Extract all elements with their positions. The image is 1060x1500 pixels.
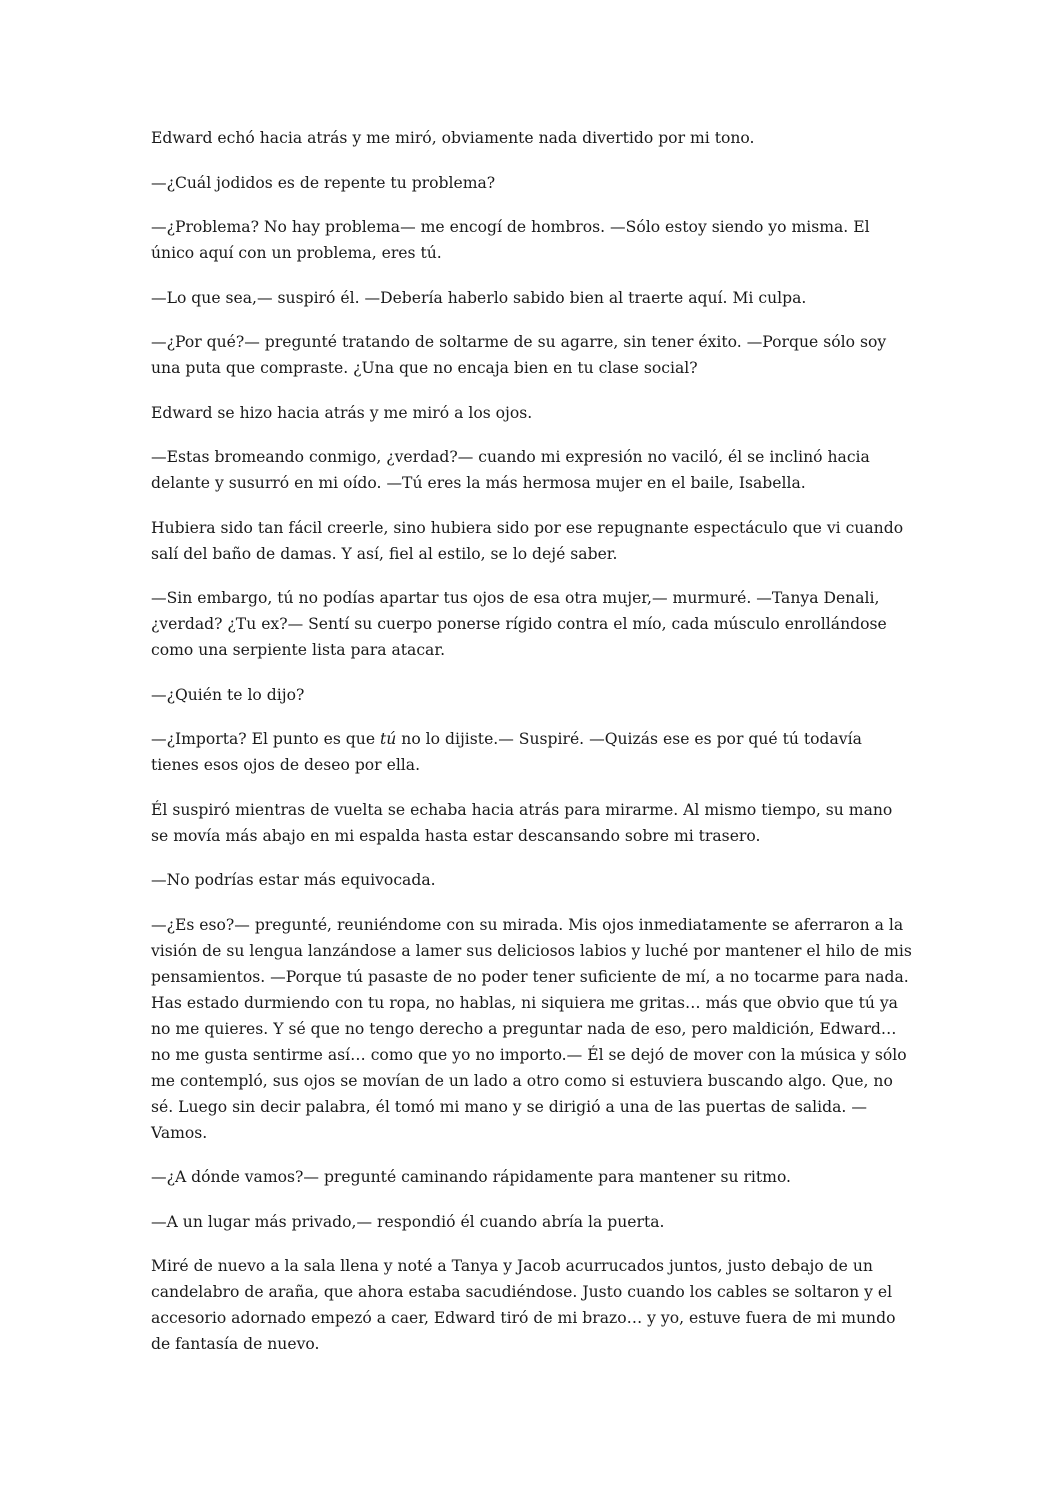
paragraph: —¿A dónde vamos?— pregunté caminando rápidamente para mantener su ritmo. bbox=[151, 1168, 792, 1186]
paragraph: —A un lugar más privado,— respondió él cuando abría la puerta. bbox=[151, 1212, 665, 1231]
paragraph: —¿Es eso?— pregunté, reuniéndome con su mirada. Mis ojos inmediatamente se aferraron a la visión de su lengua lanzándose a lamer sus deliciosos labios y luché por mantener el hilo de mis pensamientos. —Porque tú pasaste de no poder tener suficiente de mí, a no tocarme para nada. Has estado durmiendo con tu ropa, no hablas, ni siquiera me gritas… más que obvio que tú ya no me quieres. Y sé que no tengo derecho a preguntar nada de eso, pero maldición, Edward… no me gusta sentirme así… como que yo no importo.— Él se dejó de mover con la música y sólo me contempló, sus ojos se movían de un lado a otro como si estuviera buscando algo. Que, no sé. Luego sin decir palabra, él tomó mi mano y se dirigió a una de las puertas de salida. —Vamos. bbox=[151, 915, 912, 1142]
paragraph-segment: no lo dijiste.— Suspiré. —Quizás ese es por qué tú todavía tienes esos ojos de deseo por ella. bbox=[151, 730, 862, 774]
paragraph: Él suspiró mientras de vuelta se echaba hacia atrás para mirarme. Al mismo tiempo, su mano se movía más abajo en mi espalda hasta estar descansando sobre mi trasero. bbox=[151, 800, 893, 845]
paragraph: —Lo que sea,— suspiró él. —Debería haberlo sabido bien al traerte aquí. Mi culpa. bbox=[151, 288, 807, 307]
emphasized-word: tú bbox=[380, 730, 397, 748]
paragraph-segment: —¿Importa? El punto es que bbox=[151, 730, 381, 748]
paragraph: —Estas bromeando conmigo, ¿verdad?— cuando mi expresión no vaciló, él se inclinó hacia delante y susurró en mi oído. —Tú eres la más hermosa mujer en el baile, Isabella. bbox=[151, 448, 870, 492]
paragraph: —Sin embargo, tú no podías apartar tus ojos de esa otra mujer,— murmuré. —Tanya Denali, ¿verdad? ¿Tu ex?— Sentí su cuerpo ponerse rígido contra el mío, cada músculo enrollándose como una serpiente lista para atacar. bbox=[151, 589, 887, 659]
paragraph: —No podrías estar más equivocada. bbox=[151, 871, 436, 889]
paragraph: Hubiera sido tan fácil creerle, sino hubiera sido por ese repugnante espectáculo que vi cuando salí del baño de damas. Y así, fiel al estilo, se lo dejé saber. bbox=[151, 518, 904, 563]
paragraph: Edward echó hacia atrás y me miró, obviamente nada divertido por mi tono. bbox=[151, 129, 755, 147]
paragraph: —¿Cuál jodidos es de repente tu problema? bbox=[151, 173, 496, 192]
paragraph: —¿Por qué?— pregunté tratando de soltarme de su agarre, sin tener éxito. —Porque sólo soy una puta que compraste. ¿Una que no encaja bien en tu clase social? bbox=[151, 333, 887, 377]
paragraph bbox=[151, 726, 913, 778]
document-body bbox=[151, 125, 913, 1376]
paragraph: Edward se hizo hacia atrás y me miró a los ojos. bbox=[151, 403, 533, 422]
paragraph: —¿Problema? No hay problema— me encogí de hombros. —Sólo estoy siendo yo misma. El único aquí con un problema, eres tú. bbox=[151, 218, 870, 262]
paragraph: —¿Quién te lo dijo? bbox=[151, 685, 305, 704]
paragraph: Miré de nuevo a la sala llena y noté a Tanya y Jacob acurrucados juntos, justo debajo de un candelabro de araña, que ahora estaba sacudiéndose. Justo cuando los cables se soltaron y el accesorio adornado empezó a caer, Edward tiró de mi brazo… y yo, estuve fuera de mi mundo de fantasía de nuevo. bbox=[151, 1257, 896, 1353]
